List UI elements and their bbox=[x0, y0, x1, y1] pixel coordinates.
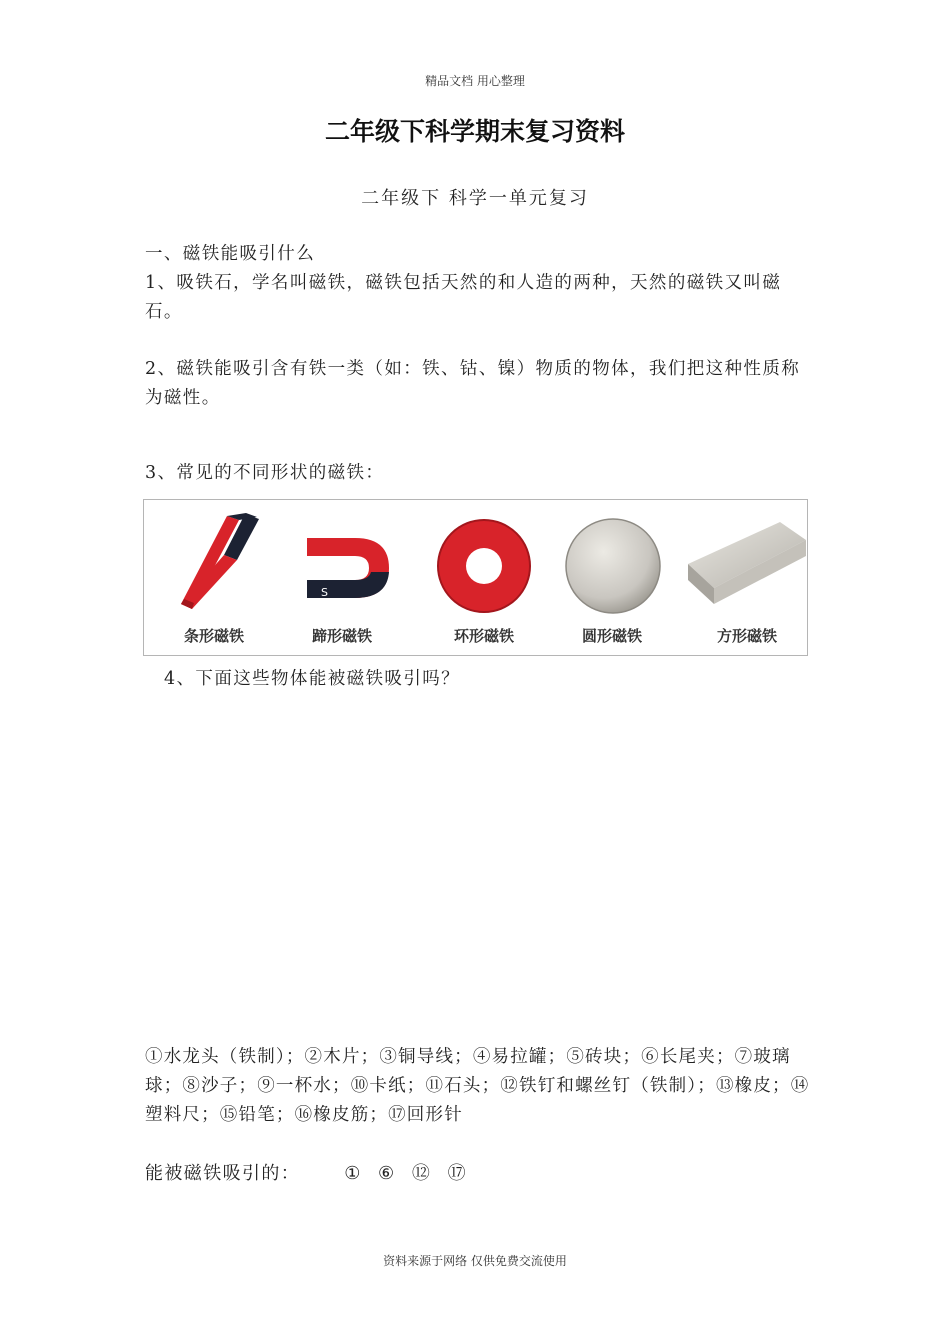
magnet-label: 环形磁铁 bbox=[453, 627, 514, 645]
magnet-shapes-figure bbox=[143, 499, 808, 656]
section-subtitle: 二年级下 科学一单元复习 bbox=[361, 188, 589, 209]
ring-magnet-icon bbox=[419, 500, 549, 625]
paragraph-3: 3、常见的不同形状的磁铁： bbox=[145, 463, 385, 483]
magnet-horseshoe bbox=[277, 500, 407, 655]
pole-letter: S bbox=[321, 586, 328, 599]
page-footer: 资料来源于网络 仅供免费交流使用 bbox=[383, 1254, 567, 1268]
magnet-disc bbox=[547, 500, 677, 655]
horseshoe-magnet-icon bbox=[277, 500, 407, 625]
magnet-rectangular bbox=[682, 500, 812, 655]
paragraph-2: 2、磁铁能吸引含有铁一类（如：铁、钴、镍）物质的物体，我们把这种性质称为磁性。 bbox=[145, 359, 801, 408]
magnet-label: 方形磁铁 bbox=[716, 627, 777, 645]
magnet-label: 蹄形磁铁 bbox=[311, 627, 372, 645]
answer-values: ① ⑥ ⑫ ⑰ bbox=[344, 1163, 472, 1184]
answer-line bbox=[145, 1159, 810, 1188]
magnet-label: 条形磁铁 bbox=[183, 627, 244, 645]
page-title: 二年级下科学期末复习资料 bbox=[324, 117, 625, 146]
paragraph-4: 4、下面这些物体能被磁铁吸引吗？ bbox=[164, 669, 461, 689]
magnet-ring bbox=[419, 500, 549, 655]
section-heading: 一、磁铁能吸引什么 bbox=[145, 244, 316, 264]
rectangular-magnet-icon bbox=[682, 500, 812, 625]
answer-label: 能被磁铁吸引的： bbox=[145, 1163, 301, 1184]
paragraph-1: 1、吸铁石，学名叫磁铁，磁铁包括天然的和人造的两种，天然的磁铁又叫磁石。 bbox=[145, 273, 782, 322]
object-list: ①水龙头（铁制）；②木片；③铜导线；④易拉罐；⑤砖块；⑥长尾夹；⑦玻璃球；⑧沙子；⑨一杯水；⑩卡纸；⑪石头；⑫铁钉和螺丝钉（铁制）；⑬橡皮；⑭塑料尺；⑮铅笔；⑯橡皮筋；⑰回形针 bbox=[145, 1047, 810, 1125]
magnet-bar bbox=[149, 500, 279, 655]
disc-magnet-icon bbox=[547, 500, 677, 625]
magnet-label: 圆形磁铁 bbox=[581, 627, 642, 645]
bar-magnet-icon bbox=[149, 500, 279, 625]
page-header: 精品文档 用心整理 bbox=[425, 74, 525, 88]
